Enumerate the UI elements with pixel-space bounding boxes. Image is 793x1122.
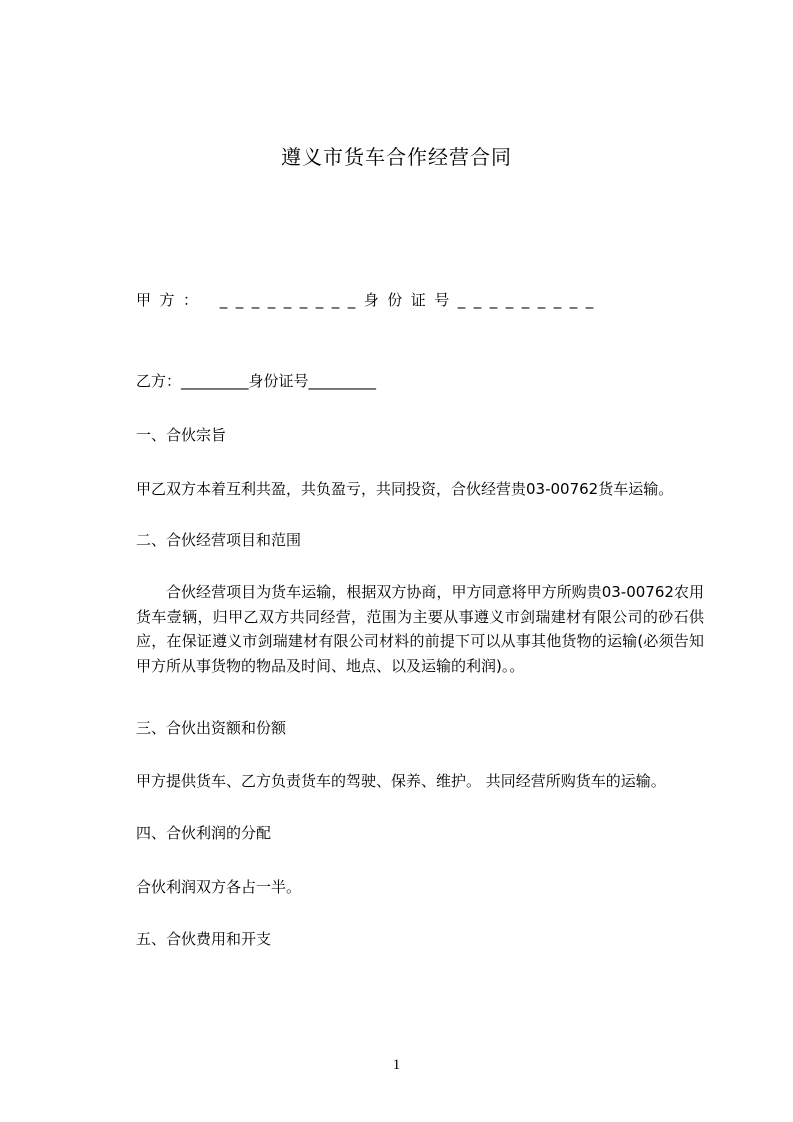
section-2-heading: 二、合伙经营项目和范围 [136,531,302,549]
section-3-body: 甲方提供货车、乙方负责货车的驾驶、保养、维护。 共同经营所购货车的运输。 [136,772,666,790]
page-title: 遵义市货车合作经营合同 [281,145,512,169]
page-number: 1 [392,1057,401,1073]
section-5-heading: 五、合伙费用和开支 [136,930,272,948]
party-b-line: 乙方：_________身份证号_________ [136,372,377,390]
section-2-body: 合伙经营项目为货车运输，根据双方协商，甲方同意将甲方所购贵03-00762农用货车壹辆，归甲乙双方共同经营，范围为主要从事遵义市剑瑞建材有限公司的砂石供应，在保证遵义市剑瑞建材有限公司材料的前提下可以从事其他货物的运输(必须告知甲方所从事货物的物品及时间、地点、以及运输的利润)。。 [136,583,704,675]
section-4-heading: 四、合伙利润的分配 [136,824,272,842]
section-1-body: 甲乙双方本着互利共盈，共负盈亏，共同投资，合伙经营贵03-00762货车运输。 [136,480,674,498]
party-a-line: 甲方： _________身份证号_________ [136,291,602,309]
section-4-body: 合伙利润双方各占一半。 [136,878,302,896]
section-3-heading: 三、合伙出资额和份额 [136,719,287,737]
section-1-heading: 一、合伙宗旨 [136,426,227,444]
